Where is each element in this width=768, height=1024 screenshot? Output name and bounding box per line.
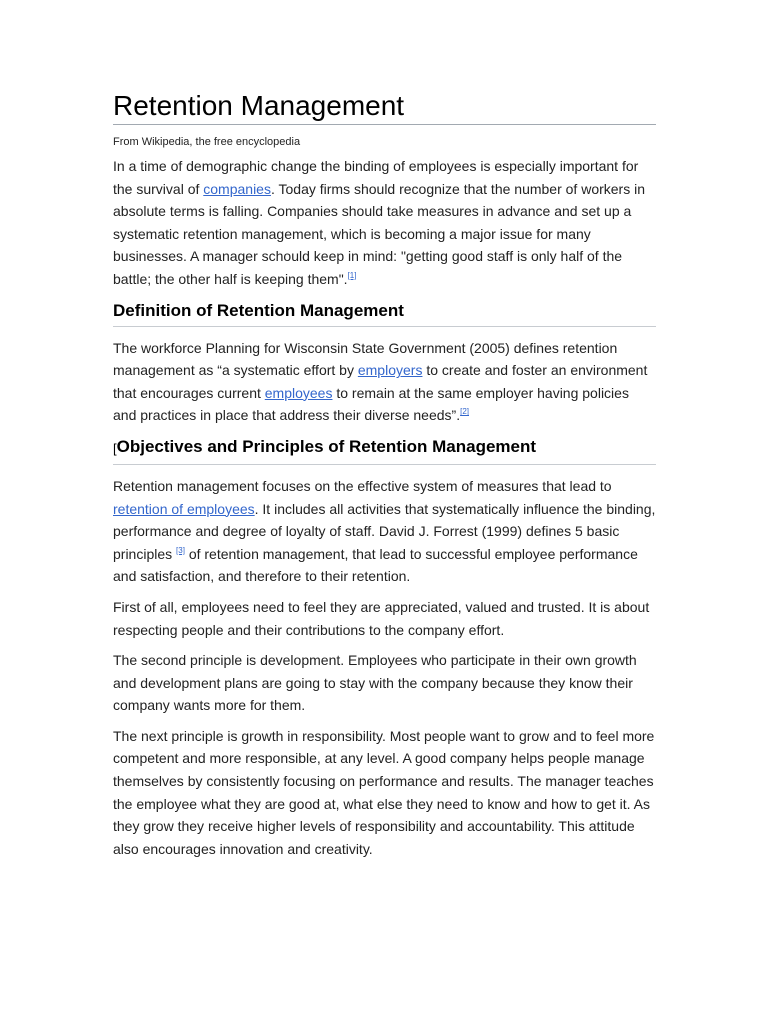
definition-paragraph [113,337,656,427]
objectives-heading-bracket: [ [113,440,117,456]
employers-link[interactable]: employers [357,362,423,379]
objectives-heading-text: Objectives and Principles of Retention Management [116,436,537,456]
page-subtitle: From Wikipedia, the free encyclopedia [113,136,301,148]
reference-3-link[interactable]: [3] [176,545,185,555]
objectives-text-2: . It includes all activities that systematically influence the binding, performance and degree of loyalty of staff. David J. Forrest (1999) defines 5 basic principles [113,500,656,562]
definition-text-1: The workforce Planning for Wisconsin State Government (2005) defines retention management as “a systematic effort by [113,339,618,379]
objectives-text-3: of retention management, that lead to successful employee performance and satisfaction, and therefore to their retention. [113,545,638,585]
objectives-paragraph-1 [113,475,656,588]
reference-2 [460,407,469,416]
companies-link[interactable]: companies [203,180,271,197]
intro-text-2: . Today firms should recognize that the number of workers in absolute terms is falling. Companies should take measures in advance and set up a systematic retention management, which is becoming a major issue for many businesses. A manager schould keep in mind: "getting good staff is only half of the battle; the other half is keeping them". [113,180,646,287]
objectives-paragraph-3: The second principle is development. Employees who participate in their own growth and development plans are going to stay with the company because they know their company wants more for them. [113,652,637,714]
reference-2-link[interactable]: [2] [460,407,469,417]
objectives-heading [113,435,656,465]
objectives-paragraph-2: First of all, employees need to feel they are appreciated, valued and trusted. It is about respecting people and their contributions to the company effort. [113,598,650,638]
reference-3 [176,546,185,555]
definition-heading: Definition of Retention Management [113,299,656,327]
page-title: Retention Management [113,88,656,125]
intro-text-1: In a time of demographic change the binding of employees is especially important for the survival of [113,158,639,197]
article-body [113,88,656,868]
definition-text-3: to remain at the same employer having policies and practices in place that address their diverse needs”. [113,384,629,424]
employees-link[interactable]: employees [264,384,333,401]
objectives-paragraph-4: The next principle is growth in responsibility. Most people want to grow and to feel more competent and more responsible, at any level. A good company helps people manage themselves by consistently focusing on performance and results. The manager teaches the employee what they are good at, what else they need to know and how to get it. As they grow they receive higher levels of responsibility and accountability. This attitude also encourages innovation and creativity. [113,727,655,857]
reference-1 [348,271,357,280]
intro-paragraph [113,155,656,291]
definition-text-2: to create and foster an environment that encourages current [113,362,648,401]
objectives-text-1: Retention management focuses on the effective system of measures that lead to [113,477,612,494]
reference-1-link[interactable]: [1] [347,270,357,280]
retention-of-employees-link[interactable]: retention of employees [113,500,255,517]
